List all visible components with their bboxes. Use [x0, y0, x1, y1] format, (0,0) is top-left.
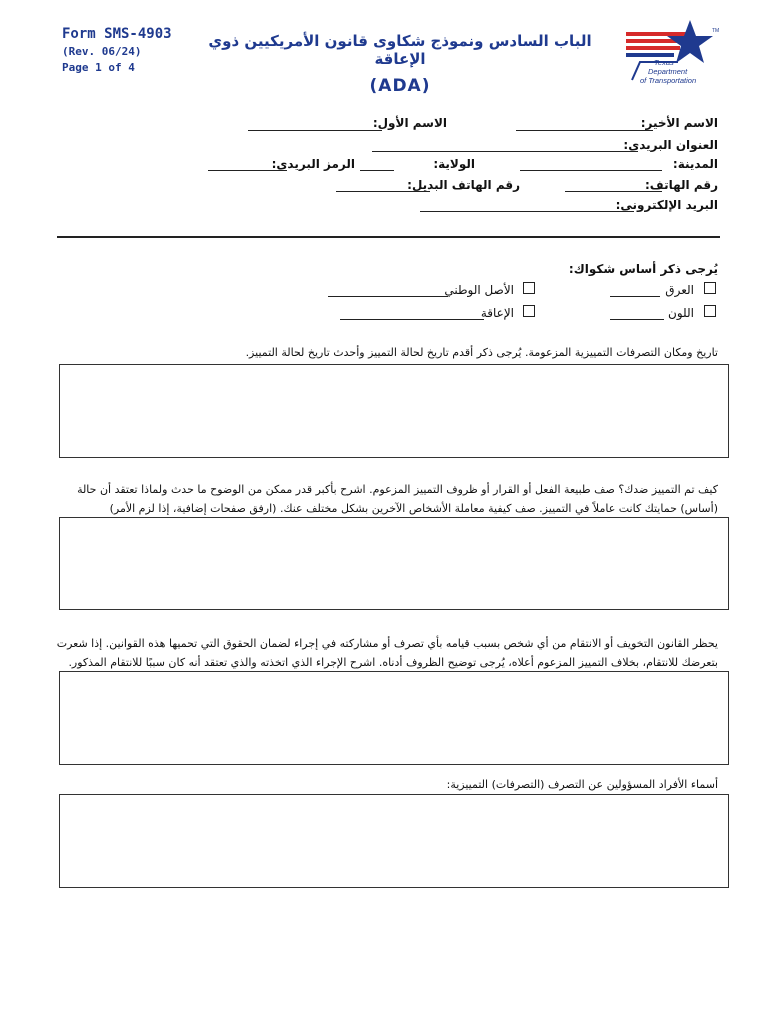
address-field[interactable]	[372, 151, 638, 152]
disability-label: الإعاقة	[480, 306, 514, 320]
retaliation-textarea[interactable]	[59, 671, 729, 765]
color-label: اللون	[668, 306, 694, 320]
last-name-label: الاسم الأخير:	[640, 116, 718, 130]
logo-text-2: Department	[648, 67, 688, 76]
alt-phone-field[interactable]	[336, 191, 430, 192]
page-number: Page 1 of 4	[62, 61, 135, 74]
names-prompt: أسماء الأفراد المسؤولين عن التصرف (التصرفات) التمييزية:	[446, 778, 718, 791]
national-origin-label: الأصل الوطني	[444, 283, 514, 297]
email-label: البريد الإلكتروني:	[615, 198, 718, 212]
address-label: العنوان البريدي:	[623, 138, 718, 152]
national-origin-checkbox[interactable]	[523, 282, 535, 294]
phone-label: رقم الهاتف:	[645, 178, 718, 192]
title-line-1: الباب السادس ونموذج شكاوى قانون الأمريكيين ذوي الإعاقة	[208, 32, 592, 68]
race-field[interactable]	[610, 296, 660, 297]
trademark-mark: TM	[712, 28, 720, 34]
state-label: الولاية:	[433, 157, 475, 171]
zip-field[interactable]	[208, 170, 287, 171]
city-label: المدينة:	[672, 157, 718, 171]
names-textarea[interactable]	[59, 794, 729, 888]
txdot-logo	[618, 18, 726, 88]
color-checkbox[interactable]	[704, 305, 716, 317]
last-name-field[interactable]	[516, 130, 653, 131]
phone-field[interactable]	[565, 191, 662, 192]
retaliation-prompt-line-2: بتعرضك للانتقام، بخلاف التمييز المزعوم أعلاه، يُرجى توضيح الظروف أدناه. اشرح الإجراء الذي اتخذته والذي تعتقد أنه كان سببًا للانتقام المذكور.	[68, 656, 718, 669]
national-origin-field[interactable]	[328, 296, 448, 297]
alt-phone-label: رقم الهاتف البديل:	[407, 178, 520, 192]
disability-checkbox[interactable]	[523, 305, 535, 317]
how-textarea[interactable]	[59, 517, 729, 610]
section-divider	[57, 236, 720, 238]
race-checkbox[interactable]	[704, 282, 716, 294]
dates-prompt: تاريخ ومكان التصرفات التمييزية المزعومة. يُرجى ذكر أقدم تاريخ لحالة التمييز وأحدث تاريخ لحالة التمييز.	[245, 346, 718, 359]
form-id: Form SMS-4903	[62, 26, 172, 42]
first-name-field[interactable]	[248, 130, 382, 131]
email-field[interactable]	[420, 211, 634, 212]
city-field[interactable]	[520, 170, 662, 171]
race-label: العرق	[665, 283, 694, 297]
retaliation-prompt	[28, 634, 718, 672]
logo-text-3: of Transportation	[640, 76, 697, 85]
logo-text	[640, 58, 696, 85]
form-meta	[62, 26, 172, 74]
form-revision: (Rev. 06/24)	[62, 45, 142, 58]
zip-label: الرمز البريدي:	[271, 157, 355, 171]
first-name-label: الاسم الأول:	[372, 116, 447, 130]
color-field[interactable]	[610, 319, 664, 320]
how-prompt-line-2: (أساس) حمايتك كانت عاملاً في التمييز. صف كيفية معاملة الأشخاص الآخرين بشكل مختلف عنك. (ارفق صفحات إضافية، إذا لزم الأمر)	[109, 502, 718, 515]
basis-heading: يُرجى ذكر أساس شكواك:	[568, 262, 718, 276]
retaliation-prompt-line-1: يحظر القانون التخويف أو الانتقام من أي شخص بسبب قيامه بأي تصرف أو مشاركته في إجراء لضمان الحقوق التي تحميها هذه القوانين. إذا شعرت	[56, 637, 718, 650]
disability-field[interactable]	[340, 319, 484, 320]
how-prompt	[38, 480, 718, 518]
how-prompt-line-1: كيف تم التمييز ضدك؟ صف طبيعة الفعل أو القرار أو ظروف التمييز المزعوم. اشرح بأكبر قدر ممكن من الوضوح ما حدث ولماذا تعتقد أن حالة	[77, 483, 718, 496]
title-line-2: (ADA)	[369, 76, 431, 96]
state-field[interactable]	[360, 170, 394, 171]
form-title	[205, 32, 595, 96]
dates-textarea[interactable]	[59, 364, 729, 458]
logo-text-1: Texas	[654, 58, 674, 67]
